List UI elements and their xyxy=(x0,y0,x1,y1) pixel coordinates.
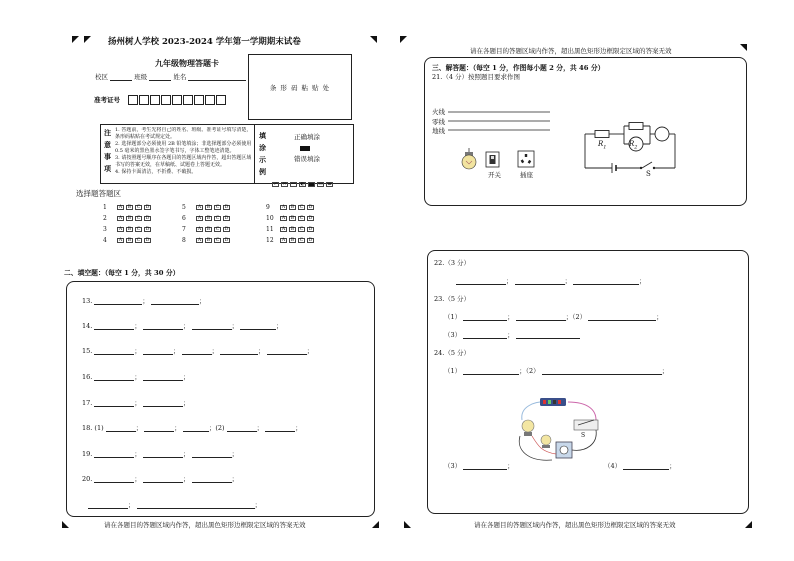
option-a[interactable]: A xyxy=(281,205,286,210)
exam-digit-box[interactable] xyxy=(128,95,138,105)
answer-blank[interactable] xyxy=(456,277,506,285)
option-d[interactable]: D xyxy=(308,227,313,232)
answer-blank[interactable] xyxy=(463,462,507,470)
answer-blank[interactable] xyxy=(463,331,507,339)
option-c[interactable]: C xyxy=(136,238,141,243)
option-a[interactable]: A xyxy=(197,238,202,243)
card-subtitle: 九年级物理答题卡 xyxy=(155,58,219,68)
exam-digit-box[interactable] xyxy=(161,95,171,105)
corner-mark xyxy=(745,521,752,528)
option-c[interactable]: C xyxy=(136,227,141,232)
corner-mark xyxy=(404,521,411,528)
barcode-area xyxy=(248,54,352,120)
option-b[interactable]: B xyxy=(290,216,295,221)
live-wire-label: 火线 xyxy=(432,108,445,116)
exam-digit-box[interactable] xyxy=(172,95,182,105)
neutral-wire-label: 零线 xyxy=(432,118,445,126)
question-22-blanks: ； ； ； xyxy=(456,276,646,285)
answer-blank[interactable] xyxy=(143,475,183,483)
r1-label: $R_1$ xyxy=(598,140,607,151)
mc-heading: 选择题答题区 xyxy=(76,189,121,198)
mc-row: 4 A B C D xyxy=(103,237,150,244)
right-header-note: 请在各题目的答题区域内作答，超出黑色矩形边框限定区域的答案无效 xyxy=(470,47,672,55)
notice-divider xyxy=(254,124,255,184)
mc-row: 6 A B C D xyxy=(182,215,229,222)
answer-blank[interactable] xyxy=(192,450,232,458)
question-24-line3: （4） ； xyxy=(604,462,676,470)
answer-blank[interactable] xyxy=(265,424,295,432)
answer-blank[interactable] xyxy=(192,475,232,483)
answer-blank[interactable] xyxy=(143,322,183,330)
option-a[interactable]: A xyxy=(197,227,202,232)
option-d[interactable]: D xyxy=(224,205,229,210)
option-c[interactable]: C xyxy=(215,205,220,210)
question-17: 17. ； ； xyxy=(82,399,190,407)
option-a[interactable]: A xyxy=(118,216,123,221)
corner-mark xyxy=(372,521,379,528)
answer-blank[interactable] xyxy=(463,313,507,321)
answer-blank[interactable] xyxy=(516,313,566,321)
question-19: 19. ； ； ； xyxy=(82,450,239,458)
question-21: 21.（4 分）按照题目要求作图 xyxy=(432,73,521,81)
mc-row: 7 A B C D xyxy=(182,226,229,233)
question-24-line2: （3） ； xyxy=(444,462,514,470)
exam-number-row xyxy=(94,95,227,105)
answer-blank[interactable] xyxy=(542,367,662,375)
class-label: 班级 xyxy=(134,73,148,81)
option-b[interactable]: B xyxy=(206,205,211,210)
question-18: 18. (1) ； ； ；(2) ； ； xyxy=(82,424,302,432)
option-d[interactable]: D xyxy=(145,227,150,232)
option-d[interactable]: D xyxy=(308,216,313,221)
corner-mark xyxy=(370,36,377,43)
question-16: 16. ； ； xyxy=(82,373,190,381)
exam-digit-box[interactable] xyxy=(183,95,193,105)
exam-number-label: 准考证号 xyxy=(94,96,120,104)
question-23-line1: （1） ； ；（2） ； xyxy=(444,313,663,321)
exam-digit-box[interactable] xyxy=(139,95,149,105)
option-a[interactable]: A xyxy=(197,205,202,210)
answer-blank[interactable] xyxy=(515,277,565,285)
option-c[interactable]: C xyxy=(136,205,141,210)
option-b[interactable]: B xyxy=(127,205,132,210)
school-label: 校区 xyxy=(95,73,108,81)
notice-text: 1. 答题前，考生先将自己的姓名、班级、准考证号填写清楚， 条形码粘贴在考试规定处。 2. 选择题部分必须使用 2B 铅笔填涂；非选择题部分必须使用 0.5 毫米的黑色墨水签字笔书写，字体工整笔迹清楚。 3. 请按照题号顺序在各题目的答题区域内作答，超出答题区域 书写的答案无效，在草稿纸、试题卷上答题无效。 4. 保持卡面清洁，不折叠、不破损。 xyxy=(115,127,251,175)
question-23: 23.（5 分） xyxy=(434,295,471,303)
option-b[interactable]: B xyxy=(127,238,132,243)
option-a[interactable]: A xyxy=(281,227,286,232)
option-c[interactable]: C xyxy=(215,238,220,243)
question-22: 22.（3 分） xyxy=(434,259,471,267)
answer-blank[interactable] xyxy=(137,501,255,509)
answer-blank[interactable] xyxy=(144,424,174,432)
answer-blank[interactable] xyxy=(588,313,656,321)
option-c[interactable]: C xyxy=(299,238,304,243)
question-24-line1: （1） ；（2） ； xyxy=(444,367,669,375)
correct-fill-label: 正确填涂 xyxy=(294,133,320,141)
answer-blank[interactable] xyxy=(267,347,307,355)
question-20: 20. ； ； ； xyxy=(82,475,239,483)
corner-mark xyxy=(740,44,747,51)
option-a[interactable]: A xyxy=(118,227,123,232)
answer-blank[interactable] xyxy=(182,347,212,355)
option-c[interactable]: C xyxy=(299,205,304,210)
option-a[interactable]: A xyxy=(118,205,123,210)
answer-blank[interactable] xyxy=(220,347,258,355)
answer-blank[interactable] xyxy=(227,424,257,432)
fill-heading: 填 涂 示 例 xyxy=(259,131,266,176)
question-20-line2: ； ； xyxy=(88,500,261,509)
option-d[interactable]: D xyxy=(224,238,229,243)
mc-row: 9 A B C D xyxy=(266,204,313,211)
name-label: 姓名 xyxy=(173,73,187,81)
question-23-line2: （3） ； xyxy=(444,330,580,339)
exam-digit-box[interactable] xyxy=(205,95,215,105)
page-title: 扬州树人学校 2023-2024 学年第一学期期末试卷 xyxy=(108,37,301,47)
fill-section-heading: 二、填空题：（每空 1 分，共 30 分） xyxy=(64,269,180,277)
corner-mark xyxy=(84,36,91,43)
option-a[interactable]: A xyxy=(281,238,286,243)
exam-digit-box[interactable] xyxy=(150,95,160,105)
option-c[interactable]: C xyxy=(299,227,304,232)
option-b[interactable]: B xyxy=(290,205,295,210)
correct-fill-example xyxy=(300,146,310,151)
option-d[interactable]: D xyxy=(308,205,313,210)
corner-mark xyxy=(72,36,79,43)
mc-row: 5 A B C D xyxy=(182,204,229,211)
mc-row: 11 A B C D xyxy=(266,226,313,233)
mc-row: 2 A B C D xyxy=(103,215,150,222)
wrong-fill-label: 错误填涂 xyxy=(294,155,320,163)
corner-mark xyxy=(400,36,407,43)
switch-s2-label: S xyxy=(581,432,586,439)
answer-blank[interactable] xyxy=(516,331,580,339)
option-b[interactable]: B xyxy=(127,216,132,221)
student-info-row xyxy=(95,72,246,81)
option-d[interactable]: D xyxy=(224,216,229,221)
socket-label: 插座 xyxy=(520,171,533,179)
answer-blank[interactable] xyxy=(143,450,183,458)
option-c[interactable]: C xyxy=(215,216,220,221)
barcode-label: 条 形 码 粘 贴 处 xyxy=(269,84,331,92)
corner-mark xyxy=(62,521,69,528)
answer-blank[interactable] xyxy=(463,367,519,375)
experiment-apparatus xyxy=(512,396,608,470)
option-b[interactable]: B xyxy=(290,238,295,243)
exam-digit-box[interactable] xyxy=(194,95,204,105)
answer-blank[interactable] xyxy=(94,347,134,355)
option-d[interactable]: D xyxy=(145,216,150,221)
answer-blank[interactable] xyxy=(192,322,232,330)
answer-blank[interactable] xyxy=(106,424,136,432)
mc-row: 8 A B C D xyxy=(182,237,229,244)
option-b[interactable]: B xyxy=(206,238,211,243)
answer-blank[interactable] xyxy=(240,322,276,330)
answer-blank[interactable] xyxy=(94,322,134,330)
question-14: 14. ； ； ； ； xyxy=(82,322,283,330)
notice-heading: 注 意 事 项 xyxy=(104,128,111,173)
mc-row: 12 A B C D xyxy=(266,237,313,244)
right-footer-note: 请在各题目的答题区域内作答，超出黑色矩形边框限定区域的答案无效 xyxy=(474,521,676,529)
switch-label: 开关 xyxy=(488,171,501,179)
answer-blank[interactable] xyxy=(94,373,134,381)
answer-blank[interactable] xyxy=(94,450,134,458)
section3-heading: 三、解答题：（每空 1 分，作图每小题 2 分，共 46 分） xyxy=(432,64,605,72)
wrong-fill-examples: ✓ ✕ — ◐ ▭ ▬ xyxy=(273,182,332,187)
option-b[interactable]: B xyxy=(290,227,295,232)
answer-blank[interactable] xyxy=(623,462,669,470)
option-c[interactable]: C xyxy=(215,227,220,232)
name-field[interactable] xyxy=(188,73,246,81)
option-d[interactable]: D xyxy=(145,238,150,243)
question-15: 15. ； ； ； ； ； xyxy=(82,347,314,355)
option-b[interactable]: B xyxy=(127,227,132,232)
answer-blank[interactable] xyxy=(151,297,199,305)
answer-blank[interactable] xyxy=(573,277,639,285)
option-d[interactable]: D xyxy=(308,238,313,243)
answer-blank[interactable] xyxy=(94,297,142,305)
wiring-diagram xyxy=(430,100,560,180)
left-footer-note: 请在各题目的答题区域内作答，超出黑色矩形边框限定区域的答案无效 xyxy=(104,521,306,529)
answer-blank[interactable] xyxy=(88,501,128,509)
option-a[interactable]: A xyxy=(197,216,202,221)
r2-label: $R_2$ xyxy=(629,140,638,151)
answer-blank[interactable] xyxy=(143,347,173,355)
mc-row: 10 A B C D xyxy=(266,215,313,222)
option-c[interactable]: C xyxy=(299,216,304,221)
option-d[interactable]: D xyxy=(145,205,150,210)
question-13: 13. ； ； xyxy=(82,297,206,305)
option-a[interactable]: A xyxy=(281,216,286,221)
answer-blank[interactable] xyxy=(183,424,209,432)
school-field[interactable] xyxy=(110,73,132,81)
answer-blank[interactable] xyxy=(143,373,183,381)
mc-row: 1 A B C D xyxy=(103,204,150,211)
answer-blank[interactable] xyxy=(94,475,134,483)
option-d[interactable]: D xyxy=(224,227,229,232)
option-b[interactable]: B xyxy=(206,216,211,221)
question-24: 24.（5 分） xyxy=(434,349,471,357)
class-field[interactable] xyxy=(149,73,171,81)
mc-row: 3 A B C D xyxy=(103,226,150,233)
option-b[interactable]: B xyxy=(206,227,211,232)
ground-wire-label: 地线 xyxy=(432,127,445,135)
switch-s-label: S xyxy=(646,170,651,178)
answer-blank[interactable] xyxy=(94,399,134,407)
exam-digit-box[interactable] xyxy=(216,95,226,105)
option-a[interactable]: A xyxy=(118,238,123,243)
option-c[interactable]: C xyxy=(136,216,141,221)
solution-box-bottom xyxy=(427,250,749,514)
answer-blank[interactable] xyxy=(143,399,183,407)
